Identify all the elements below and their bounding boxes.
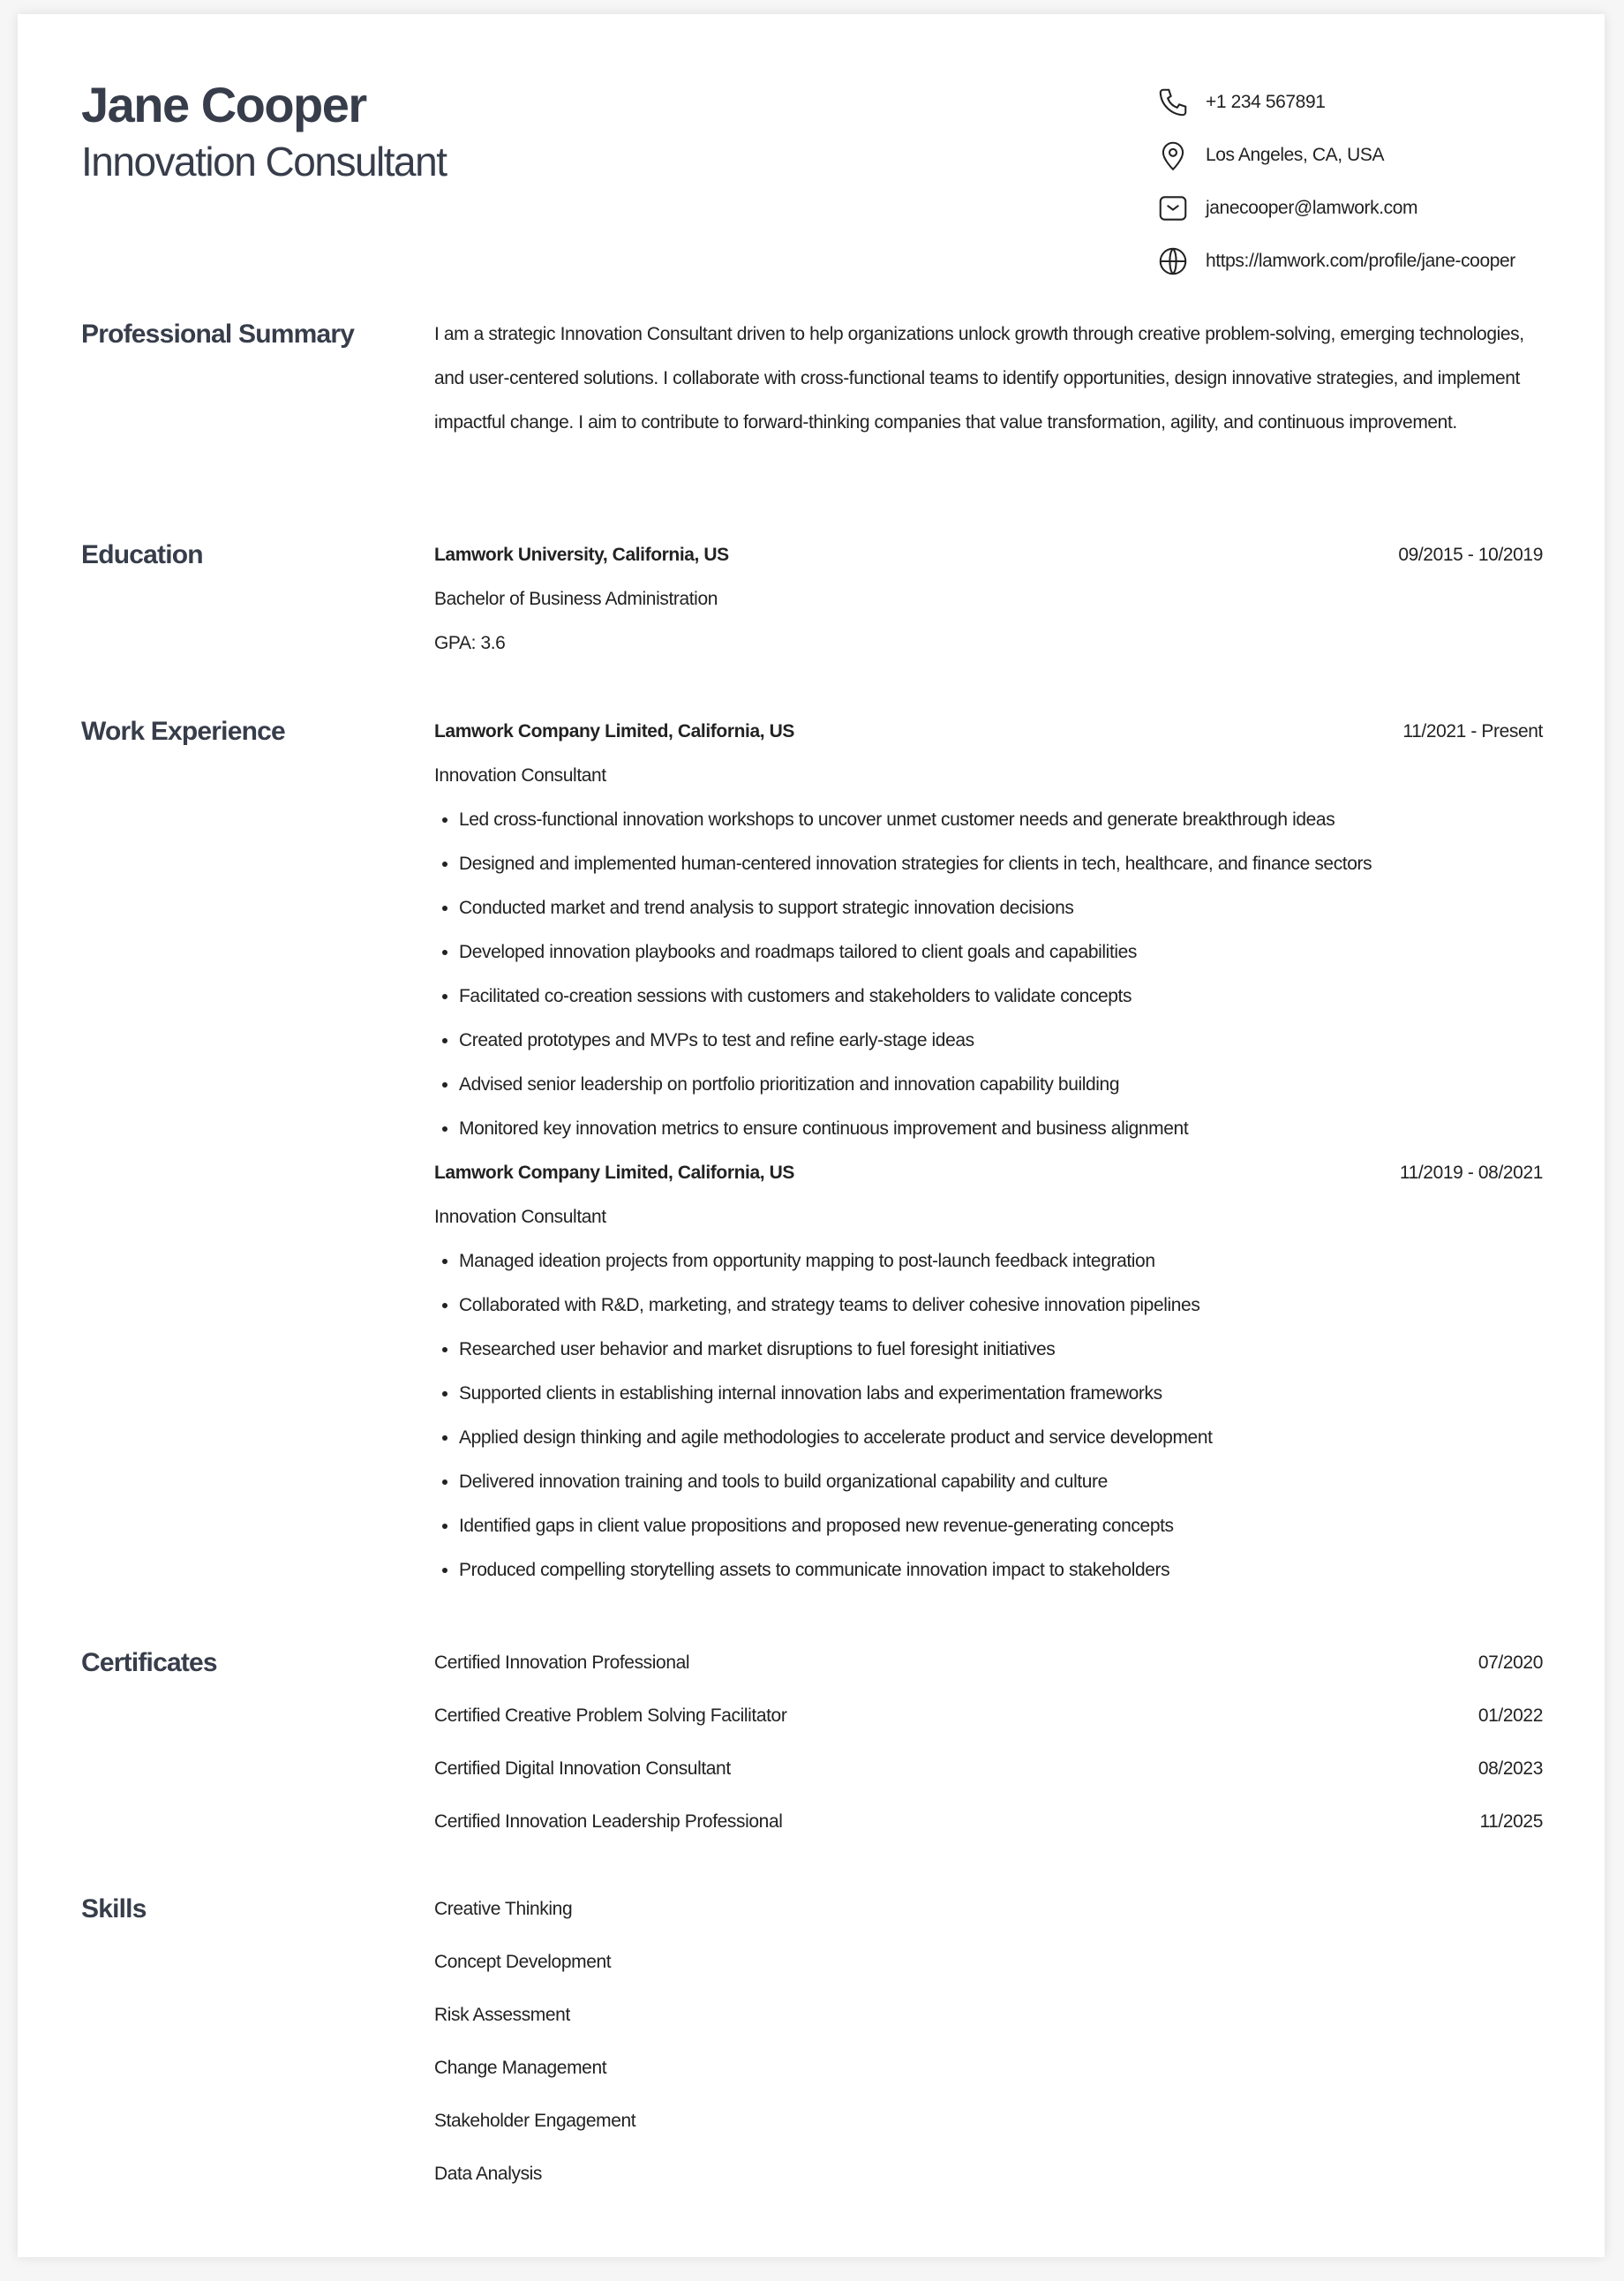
section-heading: Education bbox=[81, 540, 203, 569]
list-item: • Conducted market and trend analysis to support strategic innovation decisions bbox=[459, 886, 1543, 930]
section-heading: Work Experience bbox=[81, 717, 285, 746]
job-dates: 11/2021 - Present bbox=[1402, 721, 1543, 742]
school-name: Lamwork University, California, US bbox=[434, 545, 729, 565]
job-entry bbox=[434, 710, 1543, 1151]
skill-item: Data Analysis bbox=[434, 2164, 543, 2184]
education-dates: 09/2015 - 10/2019 bbox=[1398, 545, 1543, 565]
list-item: • Collaborated with R&D, marketing, and strategy teams to deliver cohesive innovation pipelines bbox=[459, 1284, 1543, 1328]
certificate-name: Certified Digital Innovation Consultant bbox=[434, 1758, 731, 1779]
list-item: • Developed innovation playbooks and roadmaps tailored to client goals and capabilities bbox=[459, 930, 1543, 975]
job-entry bbox=[434, 1151, 1543, 1592]
summary-text: I am a strategic Innovation Consultant driven to help organizations unlock growth through creative problem-solving, emerging technologies, and user-centered solutions. I collaborate with cross-functional teams to identify opportunities, design innovative strategies, and implement impactful change. I aim to contribute to forward-thinking companies that value transformation, agility, and continuous improvement. bbox=[434, 324, 1524, 433]
company-name: Lamwork Company Limited, California, US bbox=[434, 721, 794, 742]
skill-item: Creative Thinking bbox=[434, 1899, 573, 1919]
contact-email[interactable]: janecooper@lamwork.com bbox=[1156, 182, 1515, 235]
mail-icon bbox=[1156, 192, 1190, 225]
list-item: • Advised senior leadership on portfolio prioritization and innovation capability building bbox=[459, 1063, 1543, 1107]
gpa: GPA: 3.6 bbox=[434, 633, 506, 653]
skill-item: Change Management bbox=[434, 2058, 607, 2078]
certificate-row bbox=[434, 1795, 1543, 1848]
education-section bbox=[81, 533, 1543, 666]
job-role: Innovation Consultant bbox=[434, 765, 606, 786]
certificate-row bbox=[434, 1743, 1543, 1795]
certificates-section bbox=[81, 1637, 1543, 1848]
certificate-name: Certified Innovation Leadership Professional bbox=[434, 1811, 783, 1832]
work-section bbox=[81, 710, 1543, 1592]
contact-location: Los Angeles, CA, USA bbox=[1156, 129, 1515, 182]
section-heading: Certificates bbox=[81, 1648, 217, 1677]
location-pin-icon bbox=[1156, 139, 1190, 172]
contact-phone: +1 234 567891 bbox=[1156, 76, 1515, 129]
skill-item: Stakeholder Engagement bbox=[434, 2111, 636, 2131]
candidate-name: Jane Cooper bbox=[81, 77, 366, 132]
job-bullets bbox=[434, 798, 1543, 1151]
certificate-row bbox=[434, 1690, 1543, 1743]
certificate-date: 07/2020 bbox=[1477, 1652, 1543, 1673]
candidate-title: Innovation Consultant bbox=[81, 139, 447, 184]
degree: Bachelor of Business Administration bbox=[434, 589, 718, 609]
phone-icon bbox=[1156, 86, 1190, 119]
list-item: • Supported clients in establishing internal innovation labs and experimentation frameworks bbox=[459, 1372, 1543, 1416]
list-item: • Produced compelling storytelling assets to communicate innovation impact to stakeholders bbox=[459, 1548, 1543, 1592]
list-item: • Researched user behavior and market disruptions to fuel foresight initiatives bbox=[459, 1328, 1543, 1372]
resume-page bbox=[18, 14, 1605, 2257]
list-item: • Managed ideation projects from opportunity mapping to post-launch feedback integration bbox=[459, 1239, 1543, 1284]
job-bullets bbox=[434, 1239, 1543, 1592]
summary-section bbox=[81, 312, 1543, 445]
list-item: • Designed and implemented human-centered innovation strategies for clients in tech, healthcare, and finance sectors bbox=[459, 842, 1543, 886]
list-item: • Facilitated co-creation sessions with customers and stakeholders to validate concepts bbox=[459, 975, 1543, 1019]
skill-item: Concept Development bbox=[434, 1952, 612, 1972]
section-heading: Skills bbox=[81, 1894, 147, 1923]
list-item: • Delivered innovation training and tools to build organizational capability and culture bbox=[459, 1460, 1543, 1504]
certificate-row bbox=[434, 1637, 1543, 1690]
globe-icon bbox=[1156, 245, 1190, 278]
skills-section bbox=[81, 1883, 1543, 2201]
certificate-name: Certified Innovation Professional bbox=[434, 1652, 690, 1673]
job-role: Innovation Consultant bbox=[434, 1207, 606, 1227]
list-item: • Identified gaps in client value propositions and proposed new revenue-generating concepts bbox=[459, 1504, 1543, 1548]
certificate-name: Certified Creative Problem Solving Facilitator bbox=[434, 1705, 787, 1726]
skill-item: Risk Assessment bbox=[434, 2005, 570, 2025]
list-item: • Led cross-functional innovation workshops to uncover unmet customer needs and generate breakthrough ideas bbox=[459, 798, 1543, 842]
section-heading: Professional Summary bbox=[81, 320, 355, 349]
certificate-date: 11/2025 bbox=[1479, 1811, 1543, 1832]
list-item: • Created prototypes and MVPs to test and refine early-stage ideas bbox=[459, 1019, 1543, 1063]
contact-list bbox=[1156, 76, 1515, 288]
contact-website[interactable]: https://lamwork.com/profile/jane-cooper bbox=[1156, 235, 1515, 288]
list-item: • Monitored key innovation metrics to ensure continuous improvement and business alignment bbox=[459, 1107, 1543, 1151]
company-name: Lamwork Company Limited, California, US bbox=[434, 1163, 794, 1183]
job-dates: 11/2019 - 08/2021 bbox=[1399, 1163, 1543, 1183]
certificate-date: 01/2022 bbox=[1477, 1705, 1543, 1726]
list-item: • Applied design thinking and agile methodologies to accelerate product and service development bbox=[459, 1416, 1543, 1460]
certificate-date: 08/2023 bbox=[1477, 1758, 1543, 1779]
